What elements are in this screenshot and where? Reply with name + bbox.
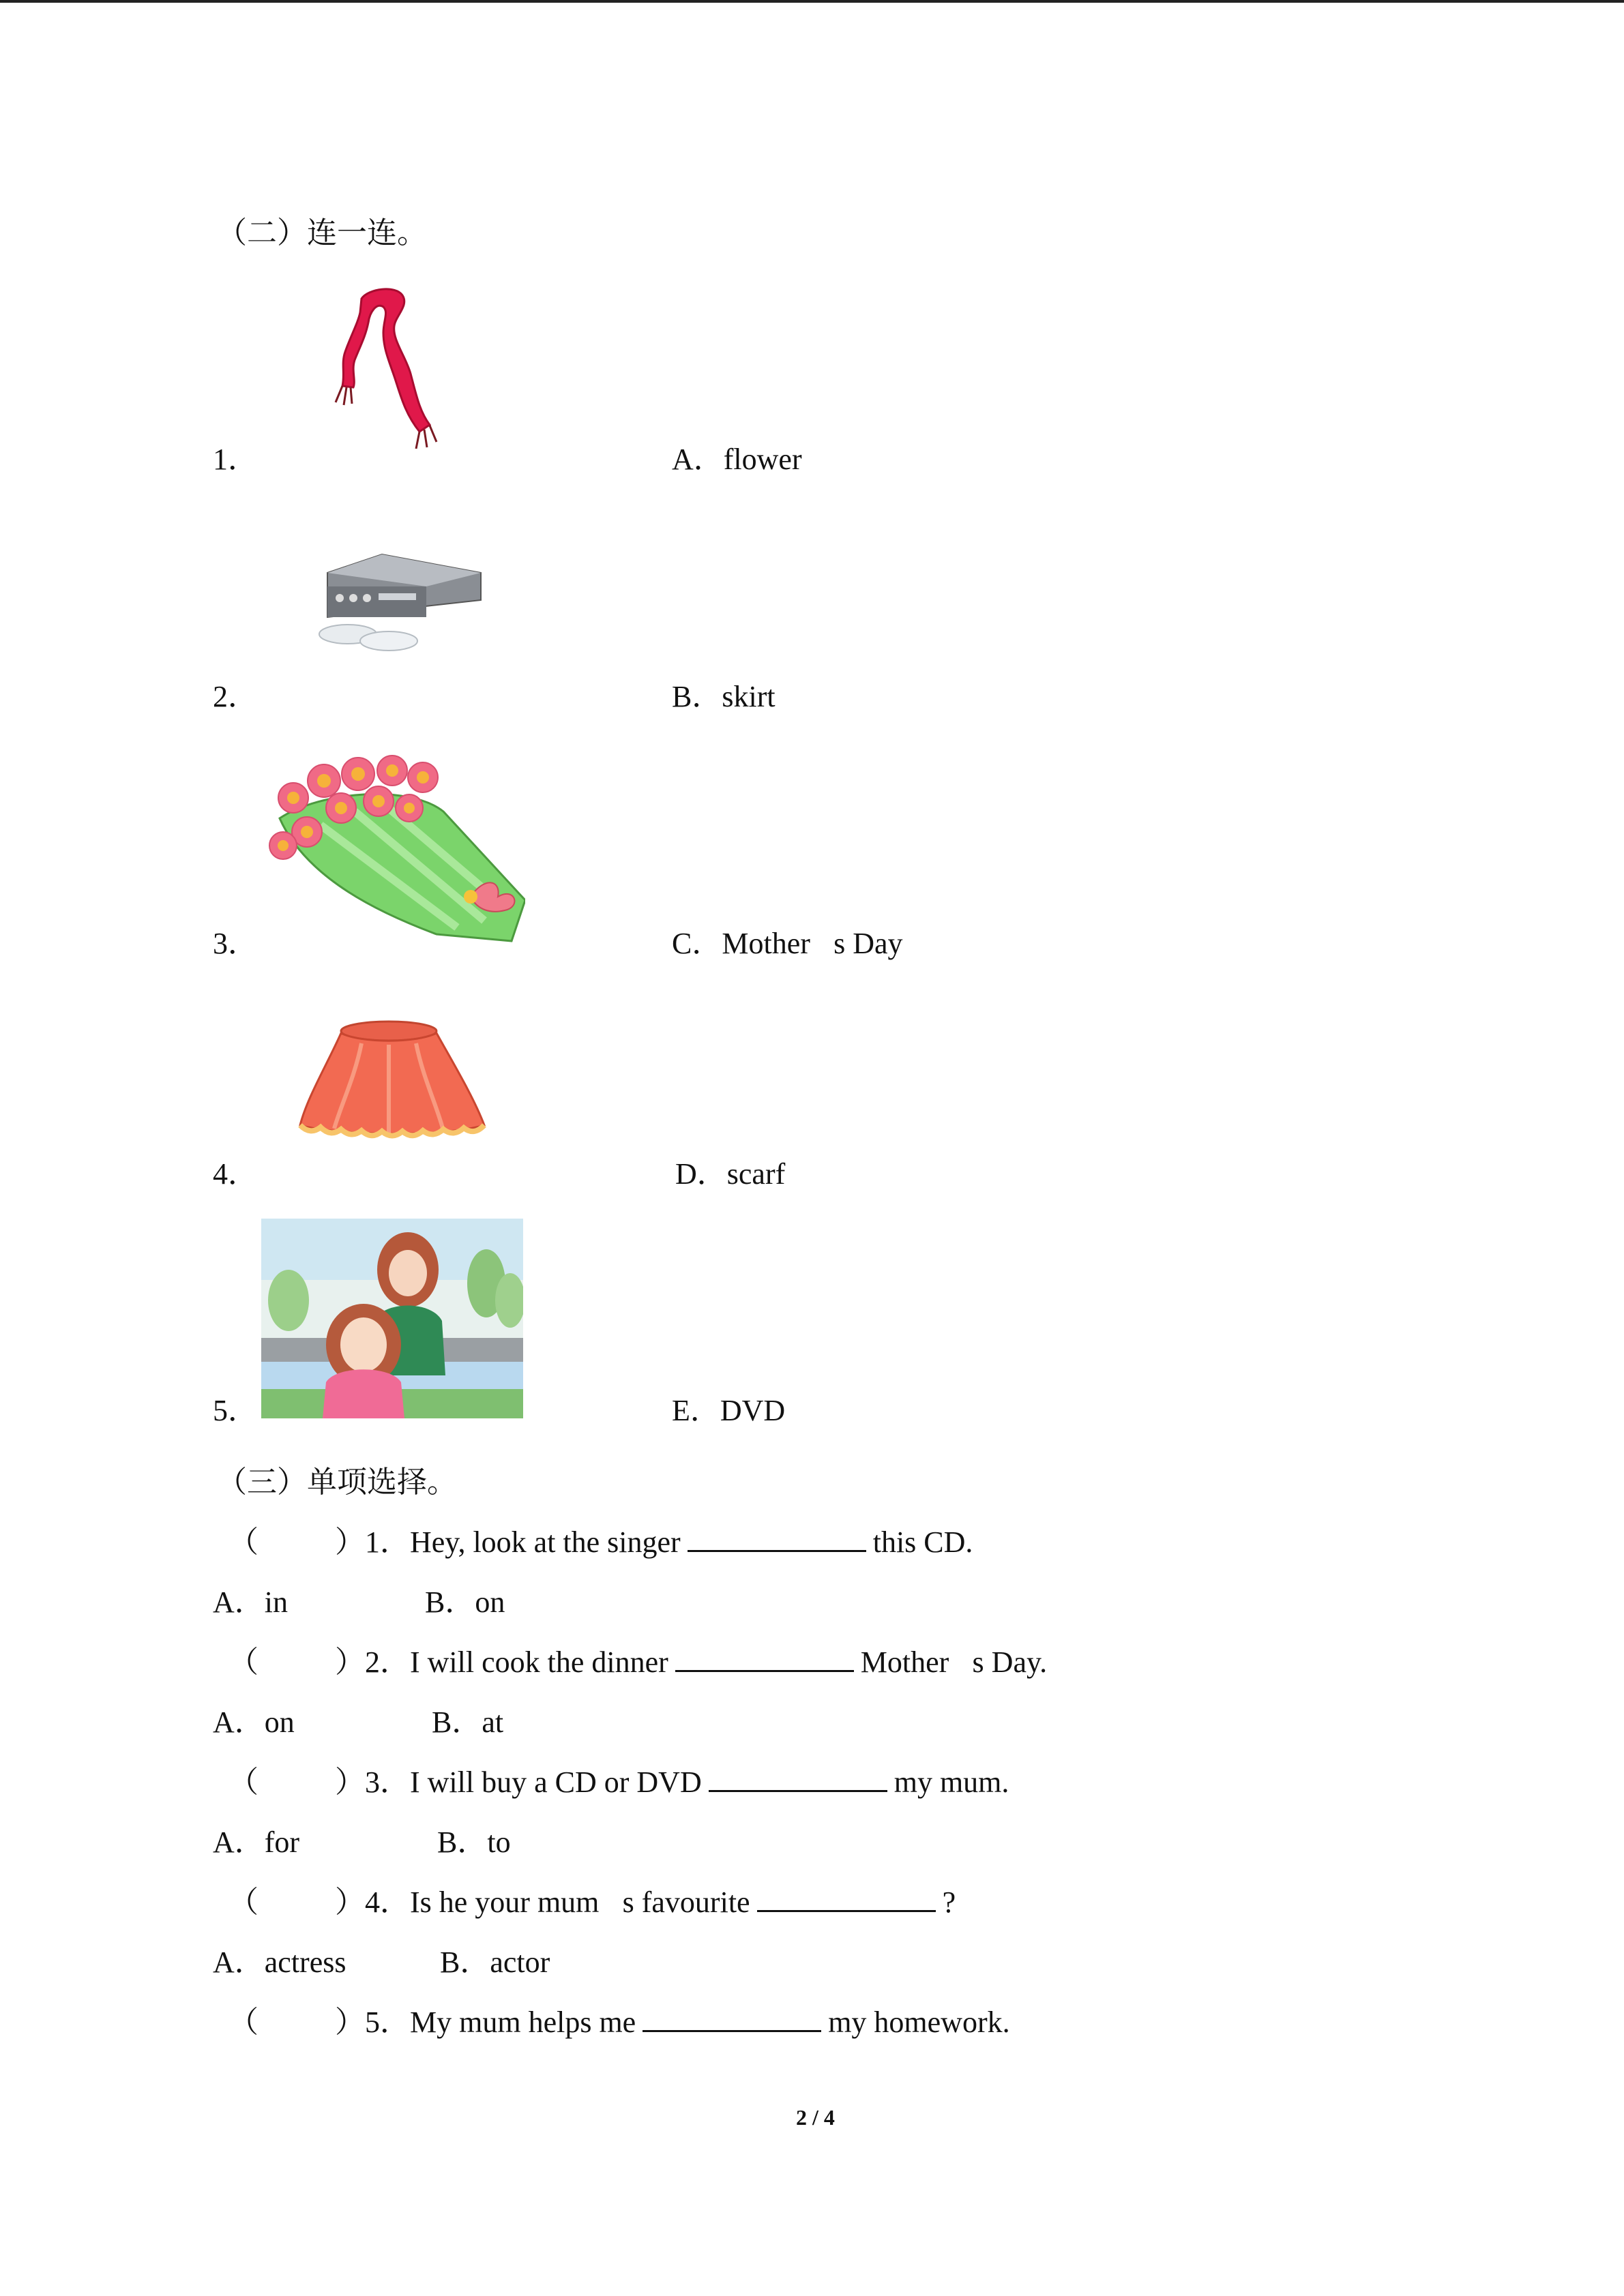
question-number: 4． bbox=[365, 1885, 410, 1919]
q4-option-b: B．actor bbox=[440, 1945, 550, 1979]
fill-blank[interactable] bbox=[709, 1785, 887, 1792]
answer-paren-open: （ bbox=[228, 2006, 259, 2039]
answer-paren-open: （ bbox=[228, 1645, 259, 1679]
q1-option-b: B．on bbox=[425, 1585, 505, 1619]
q1-option-a: A．in bbox=[213, 1585, 288, 1619]
item-number-4: 4． bbox=[213, 1157, 258, 1191]
question-text-before: I will cook the dinner bbox=[410, 1645, 668, 1679]
flower-bouquet-picture bbox=[266, 743, 525, 948]
question-text-before: I will buy a CD or DVD bbox=[410, 1765, 702, 1799]
section-title-choice: （三）单项选择。 bbox=[217, 1465, 457, 1500]
item-number-1: 1． bbox=[213, 443, 258, 476]
answer-paren-open: （ bbox=[228, 1765, 259, 1799]
question-text-before: Is he your mum s favourite bbox=[410, 1885, 750, 1919]
answer-paren-open: （ bbox=[228, 1525, 259, 1559]
question-1 bbox=[228, 1527, 973, 1557]
option-e: E．DVD bbox=[672, 1394, 786, 1427]
scarf-picture bbox=[321, 285, 464, 456]
answer-paren-close: ） bbox=[335, 2006, 365, 2039]
item-number-3: 3． bbox=[213, 927, 258, 960]
fill-blank[interactable] bbox=[675, 1665, 854, 1672]
q2-option-b: B．at bbox=[432, 1705, 504, 1739]
question-number: 2． bbox=[365, 1645, 410, 1679]
section-title-matching: （二）连一连。 bbox=[217, 215, 427, 250]
question-5 bbox=[228, 2008, 1010, 2038]
option-b: B．skirt bbox=[672, 680, 776, 713]
answer-paren-close: ） bbox=[335, 1765, 365, 1799]
question-number: 5． bbox=[365, 2006, 410, 2039]
answer-paren-open: （ bbox=[228, 1885, 259, 1919]
question-text-after: my homework. bbox=[828, 2006, 1010, 2039]
answer-paren-close: ） bbox=[335, 1525, 365, 1559]
answer-paren-close: ） bbox=[335, 1885, 365, 1919]
page-number: 2 / 4 bbox=[796, 2105, 835, 2130]
question-3 bbox=[228, 1765, 1009, 1799]
question-text-after: my mum. bbox=[894, 1765, 1009, 1799]
fill-blank[interactable] bbox=[757, 1905, 936, 1912]
answer-paren-close: ） bbox=[335, 1645, 365, 1679]
q3-option-a: A．for bbox=[213, 1825, 300, 1859]
fill-blank[interactable] bbox=[688, 1545, 866, 1552]
q3-option-b: B．to bbox=[437, 1825, 511, 1859]
option-c: C．Mother s Day bbox=[672, 927, 903, 960]
question-text-before: My mum helps me bbox=[410, 2006, 636, 2039]
page-top-border bbox=[0, 0, 1624, 3]
question-text-after: Mother s Day. bbox=[860, 1645, 1048, 1679]
mother-daughter-picture bbox=[261, 1219, 523, 1418]
question-text-after: this CD. bbox=[872, 1525, 973, 1559]
q2-option-a: A．on bbox=[213, 1705, 295, 1739]
question-text-before: Hey, look at the singer bbox=[410, 1525, 681, 1559]
fill-blank[interactable] bbox=[643, 2025, 821, 2032]
question-4 bbox=[228, 1885, 956, 1919]
option-a: A．flower bbox=[672, 443, 802, 476]
question-text-after: ? bbox=[942, 1885, 956, 1919]
q4-option-a: A．actress bbox=[213, 1945, 346, 1979]
item-number-2: 2． bbox=[213, 680, 258, 713]
skirt-picture bbox=[293, 1016, 491, 1146]
dvd-player-picture bbox=[300, 549, 484, 665]
option-d: D．scarf bbox=[675, 1157, 786, 1191]
question-number: 1． bbox=[365, 1525, 410, 1559]
question-2 bbox=[228, 1645, 1048, 1679]
item-number-5: 5． bbox=[213, 1394, 258, 1427]
question-number: 3． bbox=[365, 1765, 410, 1799]
